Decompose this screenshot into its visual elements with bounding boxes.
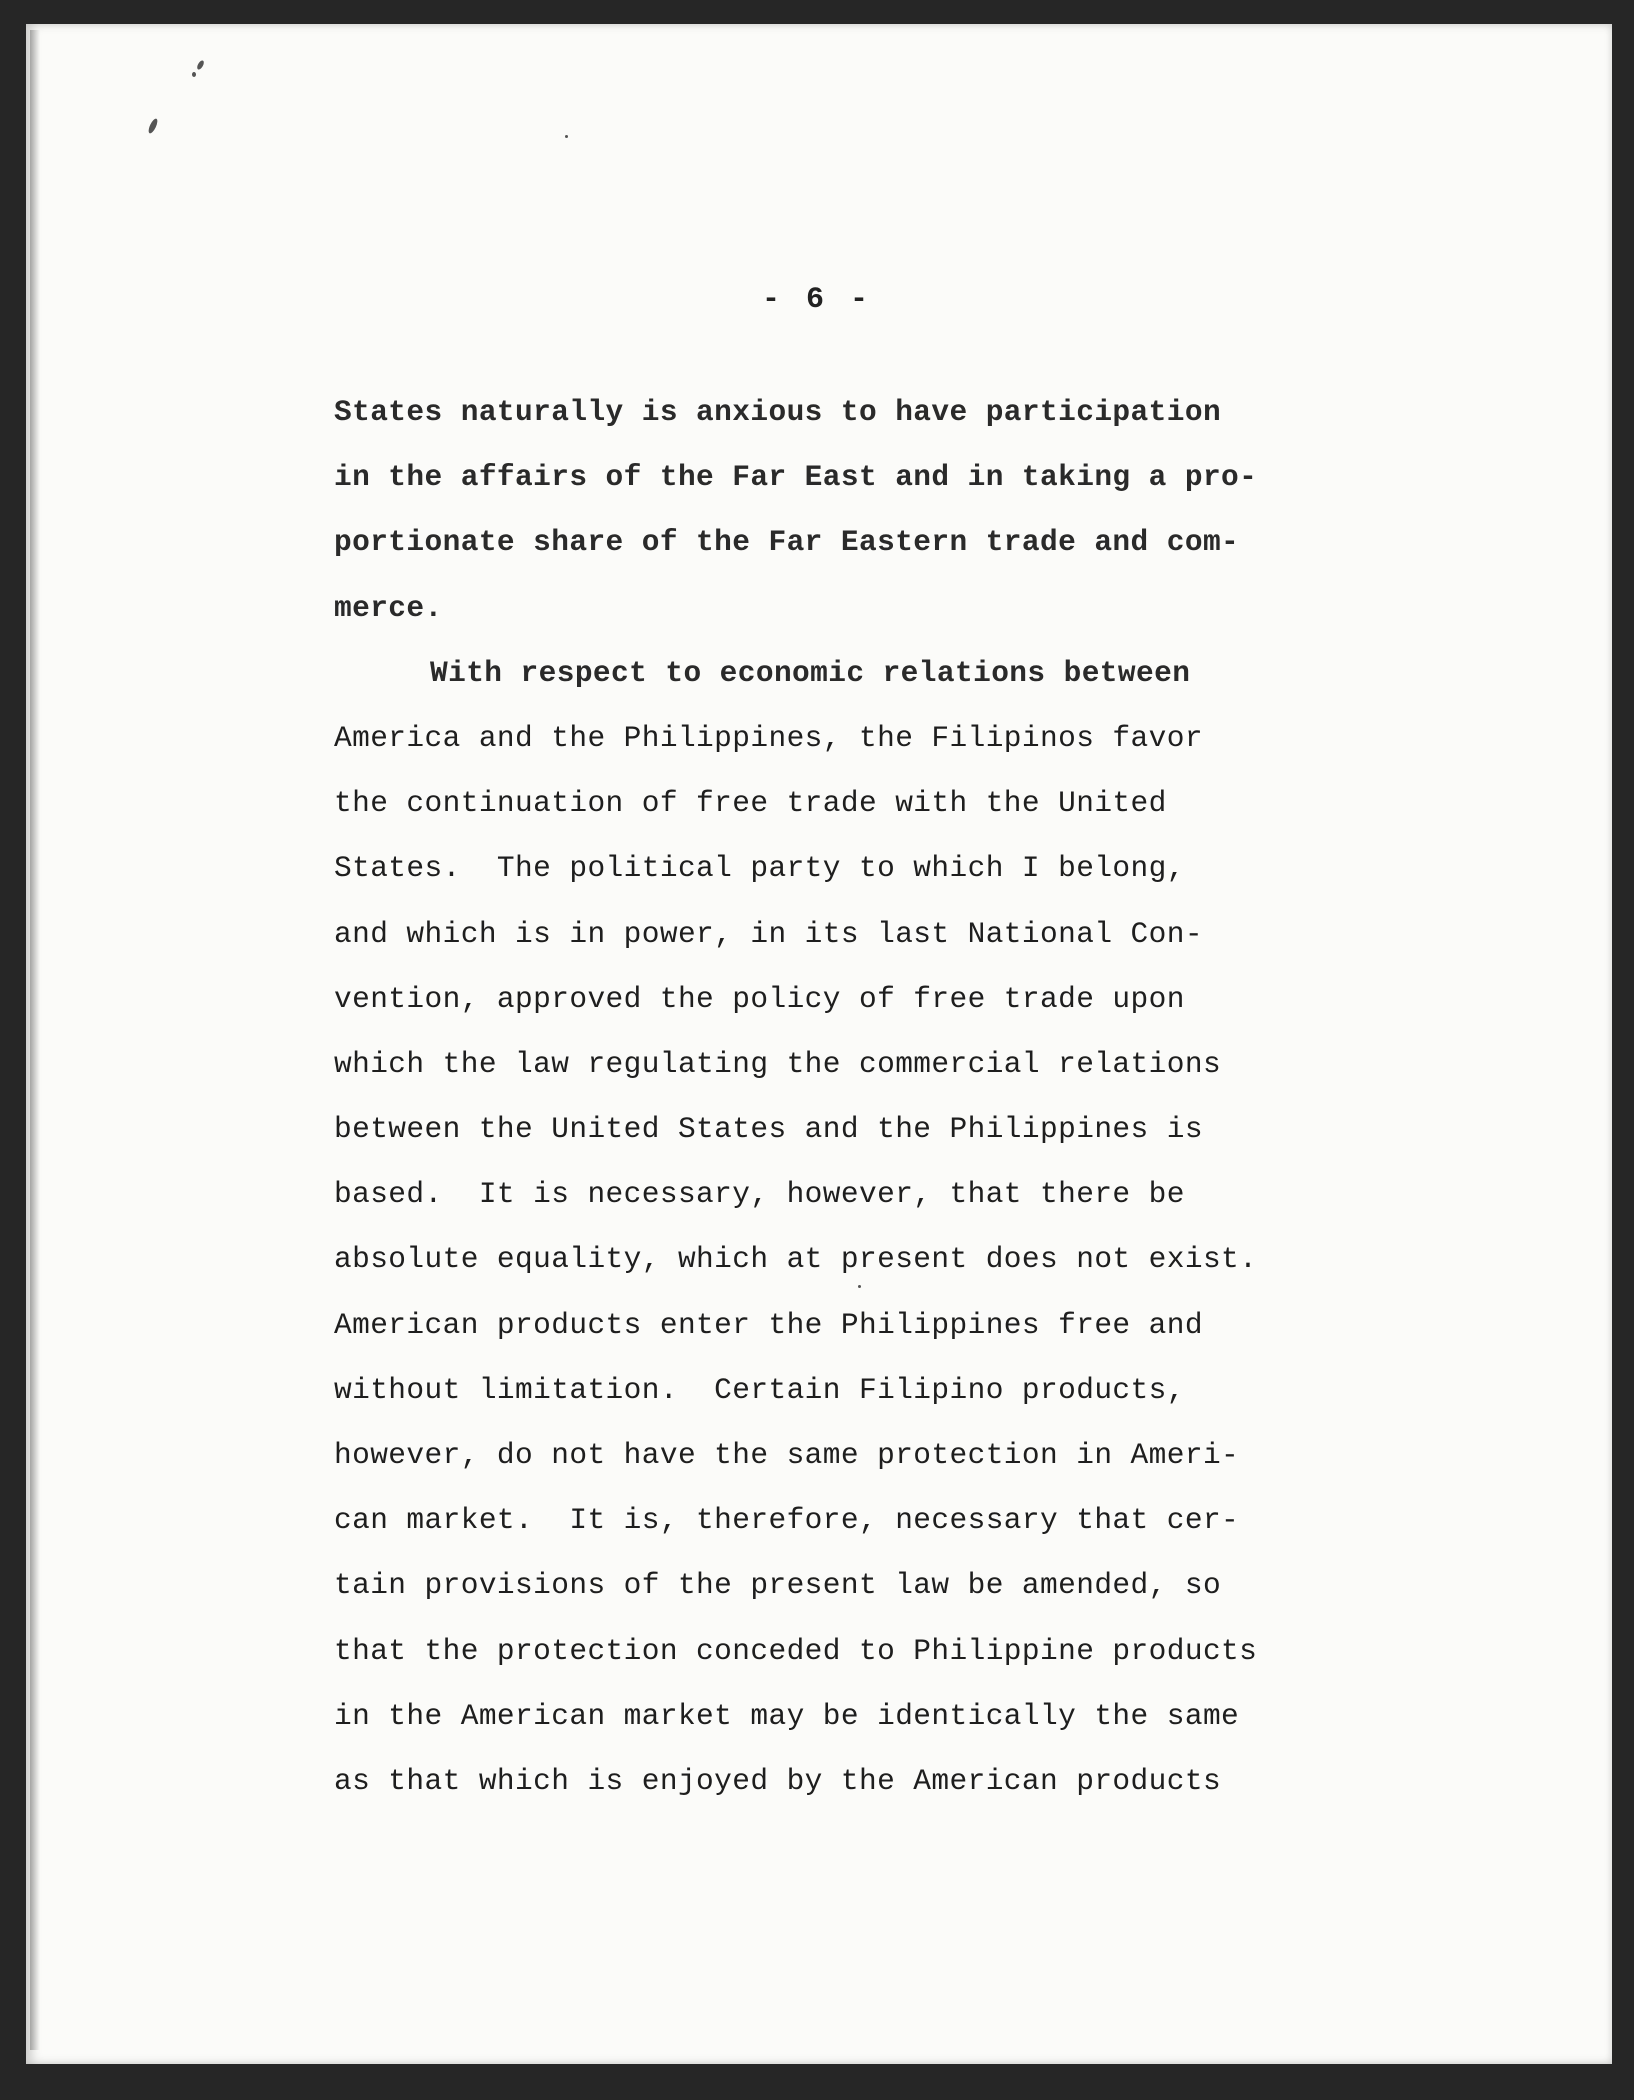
text-line: absolute equality, which at present does not exist. bbox=[334, 1242, 1258, 1277]
ink-speck bbox=[192, 72, 196, 77]
page-edge-shadow bbox=[30, 30, 40, 2050]
text-line: With respect to economic relations between bbox=[430, 655, 1191, 690]
body-text bbox=[334, 380, 1374, 1814]
text-line: as that which is enjoyed by the American products bbox=[334, 1763, 1222, 1798]
text-line: and which is in power, in its last National Con- bbox=[334, 916, 1203, 951]
text-line: between the United States and the Philippines is bbox=[334, 1112, 1203, 1147]
text-line: vention, approved the policy of free trade upon bbox=[334, 981, 1185, 1016]
text-line: without limitation. Certain Filipino products, bbox=[334, 1372, 1185, 1407]
text-line: based. It is necessary, however, that there be bbox=[334, 1177, 1185, 1212]
text-line: tain provisions of the present law be amended, so bbox=[334, 1568, 1222, 1603]
ink-speck bbox=[565, 135, 568, 138]
text-line: the continuation of free trade with the United bbox=[334, 786, 1167, 821]
text-line: States naturally is anxious to have participation bbox=[334, 395, 1222, 429]
text-line: that the protection conceded to Philippine products bbox=[334, 1633, 1258, 1668]
text-line: American products enter the Philippines free and bbox=[334, 1307, 1203, 1342]
text-line: can market. It is, therefore, necessary that cer- bbox=[334, 1503, 1240, 1538]
text-line: in the affairs of the Far East and in taking a pro- bbox=[334, 460, 1258, 495]
text-line: merce. bbox=[334, 590, 443, 625]
text-line: States. The political party to which I belong, bbox=[334, 851, 1185, 886]
text-line: in the American market may be identically the same bbox=[334, 1698, 1240, 1733]
text-line: America and the Philippines, the Filipinos favor bbox=[334, 720, 1203, 755]
text-line: portionate share of the Far Eastern trade and com- bbox=[334, 525, 1240, 560]
page-number: - 6 - bbox=[761, 283, 872, 317]
text-line: which the law regulating the commercial relations bbox=[334, 1046, 1222, 1081]
text-line: however, do not have the same protection in Ameri- bbox=[334, 1438, 1240, 1472]
